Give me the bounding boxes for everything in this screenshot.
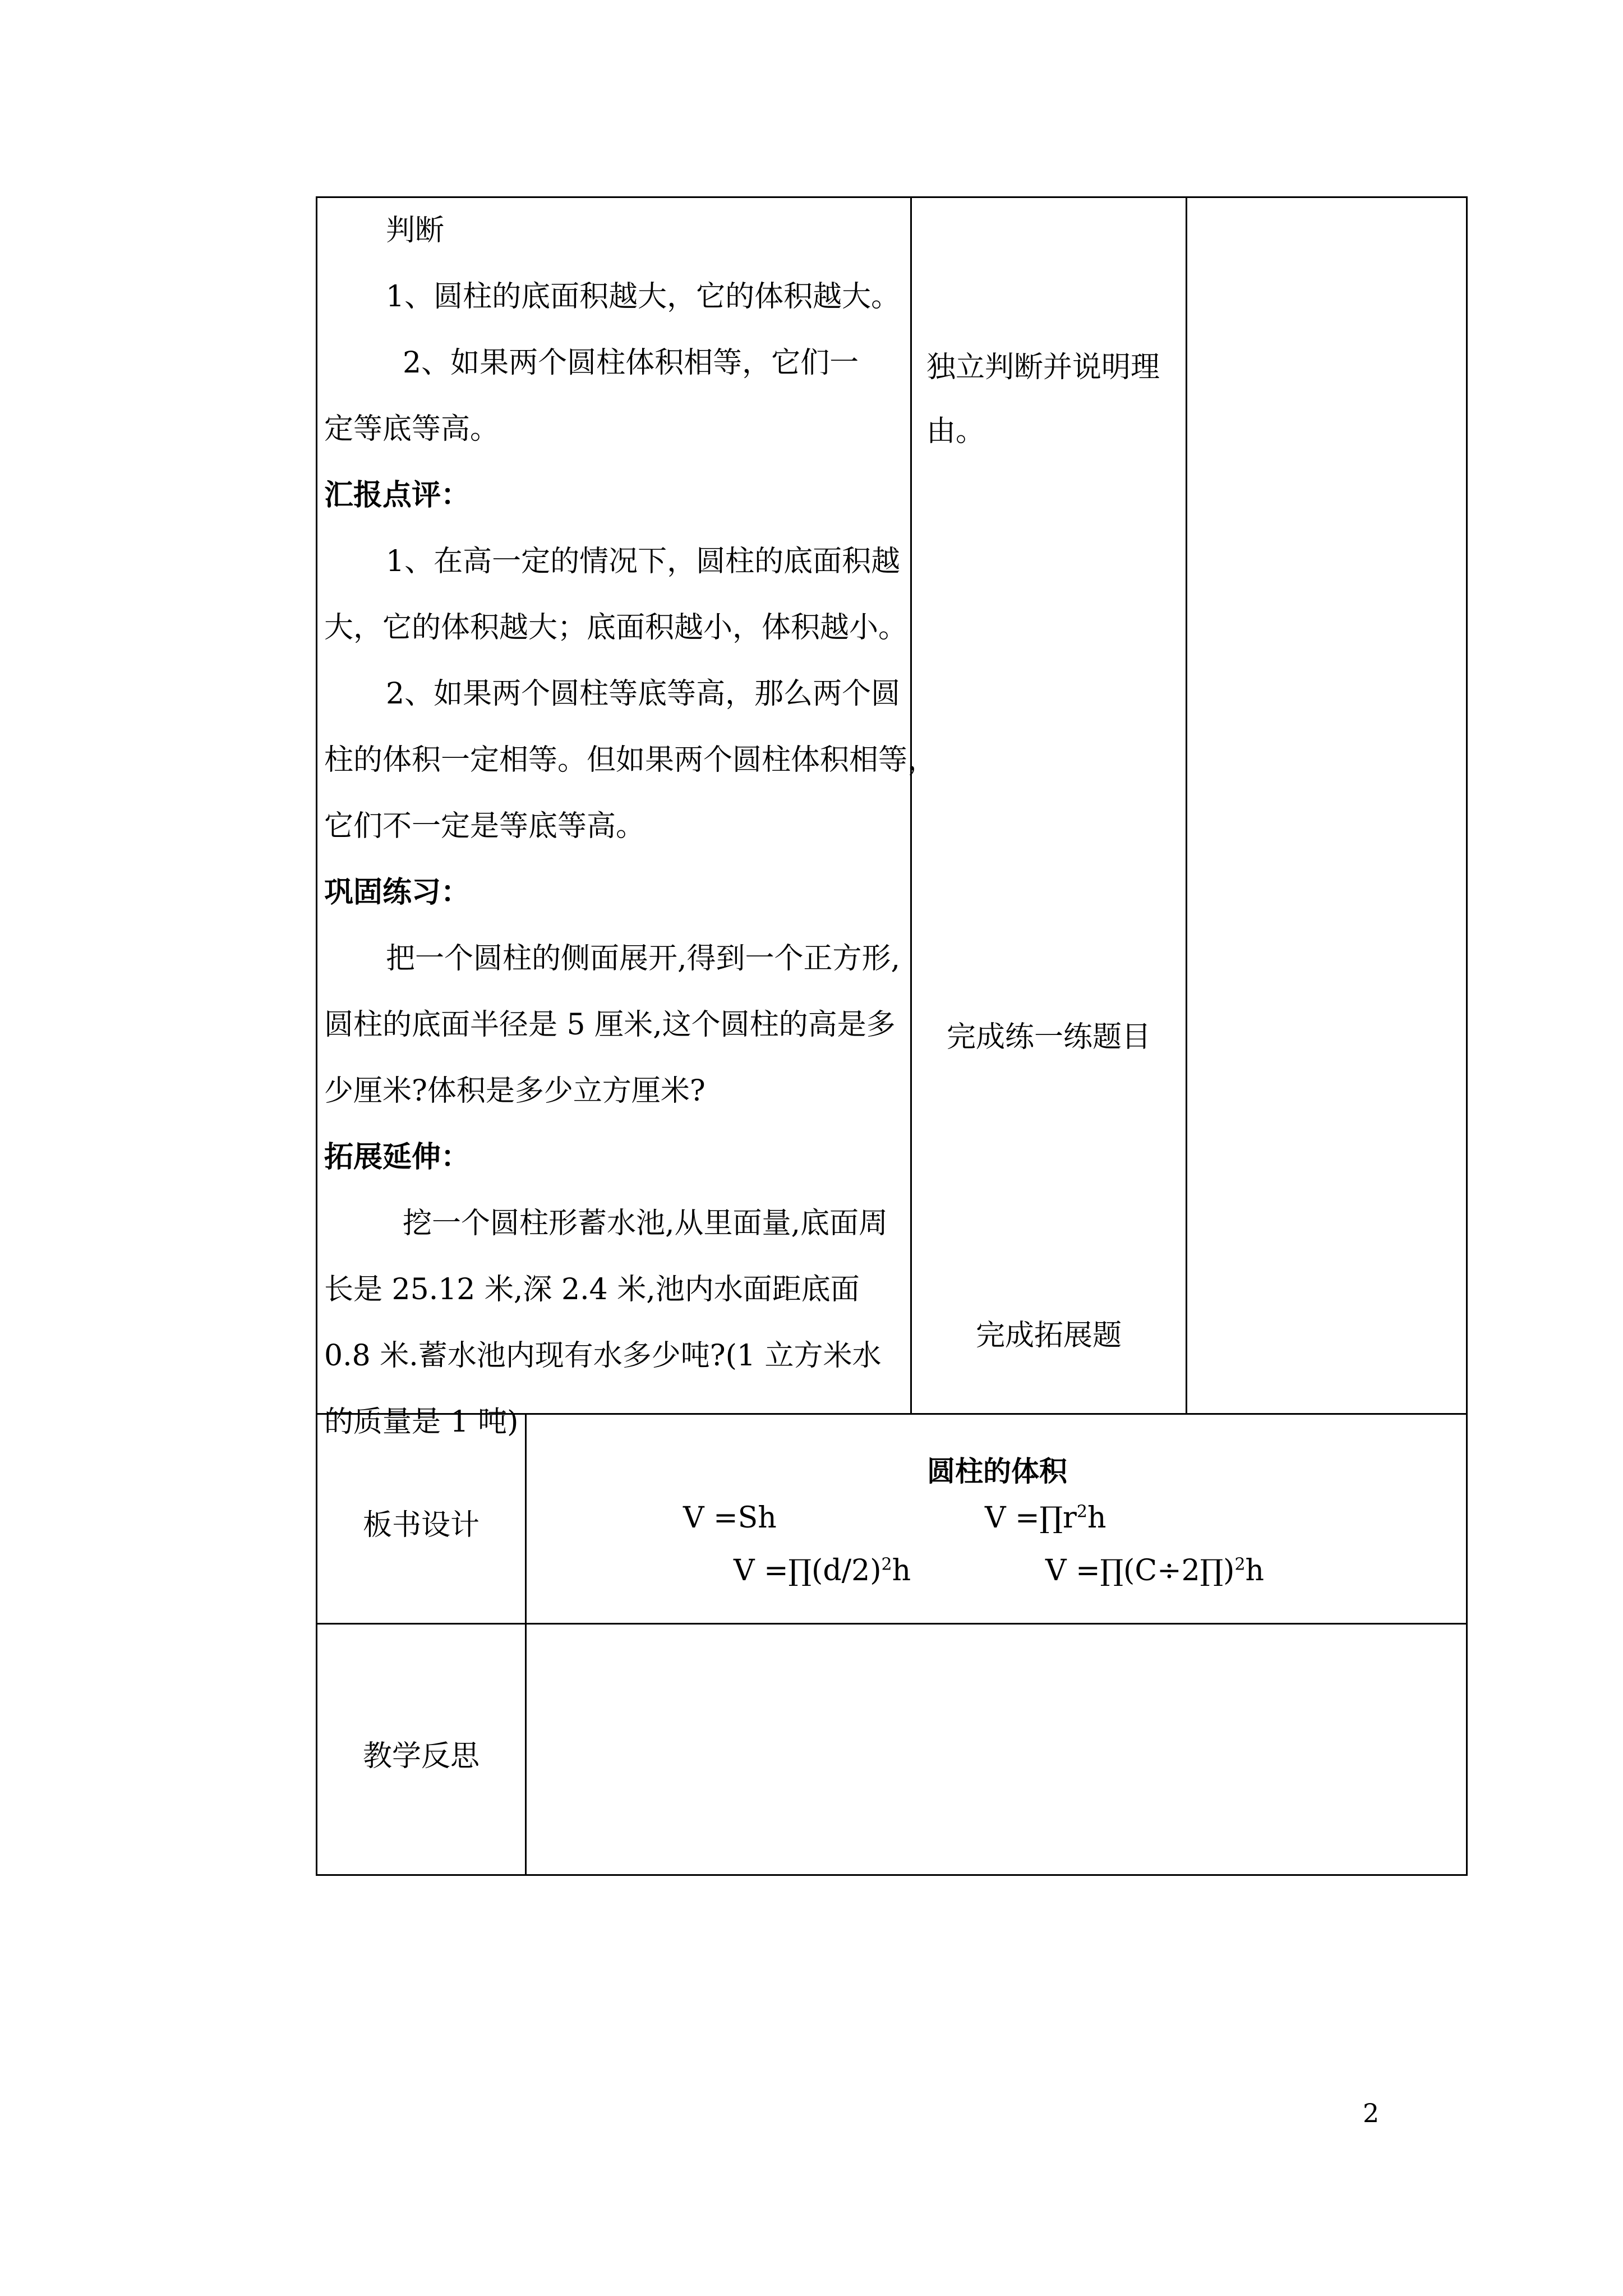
- formula-part: V =∏r: [985, 1501, 1077, 1535]
- content-line: 1、在高一定的情况下，圆柱的底面积越: [386, 545, 901, 578]
- section-heading: 汇报点评：: [324, 478, 471, 512]
- formula-circumference: [1045, 1554, 1264, 1588]
- section-heading: 巩固练习：: [324, 876, 471, 909]
- formula-part: h: [1087, 1501, 1106, 1535]
- content-line: 柱的体积一定相等。但如果两个圆柱体积相等，: [324, 743, 937, 777]
- content-line: 1、圆柱的底面积越大，它的体积越大。: [386, 280, 901, 314]
- reflection-label: 教学反思: [362, 1740, 479, 1773]
- content-line: 长是 25.12 米,深 2.4 米,池内水面距底面: [324, 1273, 860, 1306]
- content-line: 判断: [386, 214, 445, 247]
- student-activity-judge-line2: 由。: [926, 415, 985, 448]
- table-divider: [1186, 196, 1187, 1415]
- board-design-title: 圆柱的体积: [927, 1455, 1067, 1488]
- table-divider: [316, 1623, 1468, 1625]
- student-activity-practice: 完成练一练题目: [946, 1020, 1151, 1054]
- content-line: 定等底等高。: [324, 412, 500, 446]
- formula-part: V =∏(d/2): [734, 1554, 882, 1588]
- content-line: 圆柱的底面半径是 5 厘米,这个圆柱的高是多: [324, 1008, 896, 1042]
- student-activity-judge-line1: 独立判断并说明理: [926, 351, 1160, 384]
- formula-sh: [683, 1501, 777, 1535]
- content-line: 2、如果两个圆柱等底等高，那么两个圆: [386, 677, 901, 711]
- formula-pi-r-squared-h: [985, 1501, 1106, 1535]
- page-number: 2: [1363, 2098, 1380, 2128]
- content-line: 0.8 米.蓄水池内现有水多少吨?(1 立方米水: [324, 1339, 882, 1373]
- formula-exponent: 2: [1076, 1502, 1087, 1522]
- formula-part: h: [1245, 1554, 1265, 1588]
- content-line: 挖一个圆柱形蓄水池,从里面量,底面周: [403, 1207, 888, 1240]
- content-line: 它们不一定是等底等高。: [324, 809, 645, 843]
- table-divider: [910, 196, 912, 1415]
- content-line: 少厘米?体积是多少立方厘米?: [324, 1074, 706, 1108]
- content-line: 2、如果两个圆柱体积相等，它们一: [403, 346, 859, 380]
- student-activity-extension: 完成拓展题: [975, 1319, 1122, 1352]
- content-line: 的质量是 1 吨): [324, 1405, 519, 1439]
- content-line: 大，它的体积越大；底面积越小，体积越小。: [324, 611, 908, 645]
- formula-diameter: [734, 1554, 911, 1588]
- formula-exponent: 2: [881, 1554, 892, 1575]
- section-heading: 拓展延伸：: [324, 1140, 471, 1174]
- formula-exponent: 2: [1234, 1554, 1246, 1575]
- formula-part: V =∏(C÷2∏): [1045, 1554, 1235, 1588]
- teaching-content: [324, 197, 937, 1455]
- formula-part: h: [892, 1554, 911, 1588]
- formula-sh-text: V =Sh: [683, 1501, 777, 1535]
- board-design-label: 板书设计: [362, 1508, 479, 1542]
- content-line: 把一个圆柱的侧面展开,得到一个正方形,: [386, 942, 901, 976]
